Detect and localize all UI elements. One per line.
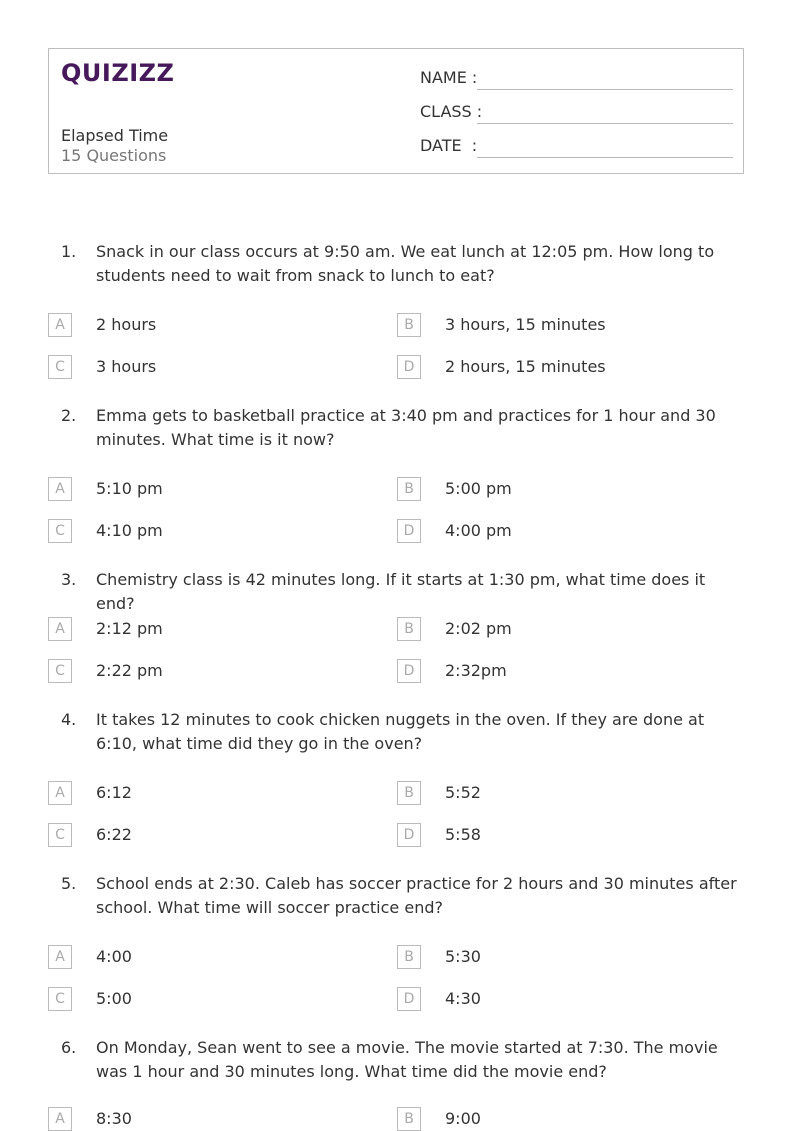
question-number: 5. [61, 874, 77, 893]
question-count: 15 Questions [61, 146, 167, 165]
option-letter-box: D [397, 355, 421, 379]
question-text: Chemistry class is 42 minutes long. If it starts at 1:30 pm, what time does it end? [96, 570, 706, 613]
option-text: 6:12 [96, 783, 132, 802]
question-text: Snack in our class occurs at 9:50 am. We eat lunch at 12:05 pm. How long to students need to wait from snack to lunch to eat? [96, 242, 715, 285]
option-letter-box: B [397, 477, 421, 501]
question-text: On Monday, Sean went to see a movie. The movie started at 7:30. The movie was 1 hour and 30 minutes long. What time did the movie end? [96, 1038, 718, 1081]
option-letter-box: A [48, 477, 72, 501]
option-text: 2:22 pm [96, 661, 163, 680]
option-letter-box: A [48, 945, 72, 969]
worksheet-header [48, 48, 744, 174]
option-letter-box: B [397, 781, 421, 805]
option-letter-box: B [397, 945, 421, 969]
question-text: School ends at 2:30. Caleb has soccer practice for 2 hours and 30 minutes after school. What time will soccer practice end? [96, 874, 737, 917]
option-letter-box: C [48, 519, 72, 543]
option-letter-box: A [48, 617, 72, 641]
class-line [477, 123, 733, 124]
option-text: 4:00 pm [445, 521, 512, 540]
option-letter-box: C [48, 355, 72, 379]
option-text: 2 hours [96, 315, 157, 334]
option-letter-box: B [397, 313, 421, 337]
option-letter-box: C [48, 659, 72, 683]
class-label: CLASS : [420, 102, 483, 121]
option-text: 5:30 [445, 947, 481, 966]
question-text: It takes 12 minutes to cook chicken nuggets in the oven. If they are done at 6:10, what time did they go in the oven? [96, 710, 705, 753]
option-text: 4:00 [96, 947, 132, 966]
option-text: 2:12 pm [96, 619, 163, 638]
option-letter-box: A [48, 1107, 72, 1131]
question-number: 6. [61, 1038, 77, 1057]
question-number: 2. [61, 406, 77, 425]
option-text: 5:10 pm [96, 479, 163, 498]
option-text: 5:52 [445, 783, 481, 802]
option-text: 4:10 pm [96, 521, 163, 540]
question-number: 4. [61, 710, 77, 729]
option-letter-box: D [397, 659, 421, 683]
option-text: 8:30 [96, 1109, 132, 1128]
name-line [477, 89, 733, 90]
date-line [477, 157, 733, 158]
option-text: 2 hours, 15 minutes [445, 357, 606, 376]
date-label: DATE : [420, 136, 478, 155]
option-text: 5:00 [96, 989, 132, 1008]
option-text: 5:58 [445, 825, 481, 844]
option-text: 2:02 pm [445, 619, 512, 638]
option-letter-box: C [48, 823, 72, 847]
option-text: 3 hours [96, 357, 157, 376]
option-text: 5:00 pm [445, 479, 512, 498]
option-text: 3 hours, 15 minutes [445, 315, 606, 334]
quizizz-logo: QUIZIZZ [61, 59, 175, 87]
option-text: 6:22 [96, 825, 132, 844]
option-letter-box: A [48, 313, 72, 337]
question-number: 1. [61, 242, 77, 261]
option-letter-box: B [397, 617, 421, 641]
question-text: Emma gets to basketball practice at 3:40 pm and practices for 1 hour and 30 minutes. What time is it now? [96, 406, 716, 449]
name-label: NAME : [420, 68, 478, 87]
option-text: 2:32pm [445, 661, 507, 680]
option-letter-box: D [397, 987, 421, 1011]
option-letter-box: D [397, 519, 421, 543]
worksheet-title: Elapsed Time [61, 126, 169, 145]
option-letter-box: D [397, 823, 421, 847]
option-letter-box: A [48, 781, 72, 805]
question-number: 3. [61, 570, 77, 589]
option-letter-box: B [397, 1107, 421, 1131]
option-text: 4:30 [445, 989, 481, 1008]
option-letter-box: C [48, 987, 72, 1011]
option-text: 9:00 [445, 1109, 481, 1128]
